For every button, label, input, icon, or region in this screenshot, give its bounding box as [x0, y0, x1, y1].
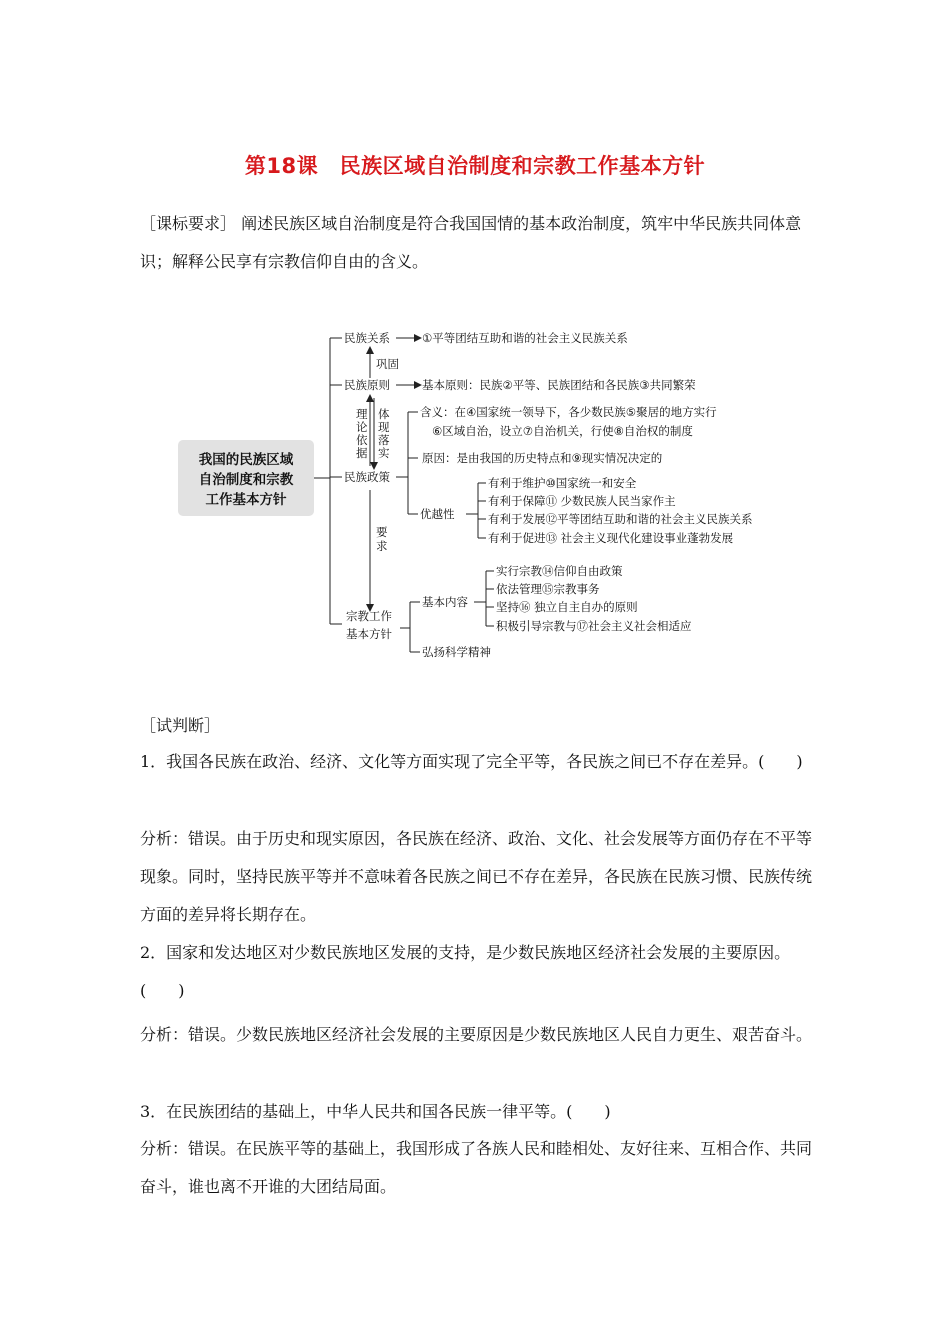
link-consolidate: 巩固	[376, 357, 399, 371]
branch-ethnic-policy: 民族政策	[344, 470, 390, 484]
advantage-3: 有利于发展⑫平等团结互助和谐的社会主义民族关系	[488, 512, 753, 526]
concept-map	[170, 318, 790, 668]
analysis-3: 分析：错误。在民族平等的基础上，我国形成了各族人民和睦相处、友好往来、互相合作、共同奋斗，谁也离不开谁的大团结局面。	[140, 1139, 813, 1196]
basic-content-3: 坚持⑯ 独立自主自办的原则	[496, 600, 638, 614]
link-theory-3: 依	[356, 433, 368, 447]
branch-ethnic-principles-content: 基本原则：民族②平等、民族团结和各民族③共同繁荣	[422, 378, 696, 392]
branch-religion-label-2: 基本方针	[346, 627, 392, 641]
page-title: 第18课 民族区域自治制度和宗教工作基本方针	[244, 154, 706, 178]
analysis-2: 分析：错误。少数民族地区经济社会发展的主要原因是少数民族地区人民自力更生、艰苦奋斗。	[140, 1025, 813, 1044]
policy-advantage-label: 优越性	[420, 507, 455, 521]
question-3: 3．在民族团结的基础上，中华人民共和国各民族一律平等。( )	[140, 1102, 611, 1121]
policy-reason: 原因：是由我国的历史特点和⑨现实情况决定的	[422, 451, 663, 465]
policy-meaning-2: ⑥区域自治，设立⑦自治机关，行使⑧自治权的制度	[432, 424, 693, 438]
basic-content-2: 依法管理⑮宗教事务	[496, 582, 600, 596]
question-2: 2．国家和发达地区对少数民族地区发展的支持，是少数民族地区经济社会发展的主要原因。( )	[140, 943, 791, 1000]
link-require-2: 求	[376, 539, 388, 553]
branch-religion-label-1: 宗教工作	[346, 609, 392, 623]
test-label: ［试判断］	[140, 716, 221, 735]
link-theory-1: 理	[356, 407, 368, 421]
link-embody-4: 实	[378, 446, 390, 460]
link-require-1: 要	[376, 525, 388, 539]
link-embody-2: 现	[378, 420, 390, 434]
advantage-1: 有利于维护⑩国家统一和安全	[488, 476, 637, 490]
basic-content-4: 积极引导宗教与⑰社会主义社会相适应	[496, 619, 692, 633]
root-line-2: 自治制度和宗教	[198, 472, 294, 488]
analysis-1: 分析：错误。由于历史和现实原因，各民族在经济、政治、文化、社会发展等方面仍存在不平等现象。同时，坚持民族平等并不意味着各民族之间已不存在差异，各民族在民族习惯、民族传统方面的差异将长期存在。	[140, 829, 813, 924]
requirement-text: 阐述民族区域自治制度是符合我国国情的基本政治制度，筑牢中华民族共同体意识；解释公民享有宗教信仰自由的含义。	[140, 214, 802, 271]
basic-content-label: 基本内容	[422, 595, 468, 609]
basic-content-1: 实行宗教⑭信仰自由政策	[496, 564, 623, 578]
requirement-label: ［课标要求］	[140, 214, 237, 233]
link-embody-1: 体	[378, 407, 390, 421]
link-theory-2: 论	[356, 420, 368, 434]
advantage-2: 有利于保障⑪ 少数民族人民当家作主	[488, 494, 676, 508]
course-requirement	[140, 205, 820, 281]
root-line-1: 我国的民族区域	[198, 452, 294, 468]
advantage-4: 有利于促进⑬ 社会主义现代化建设事业蓬勃发展	[488, 531, 734, 545]
branch-ethnic-relations-content: ①平等团结互助和谐的社会主义民族关系	[422, 331, 628, 345]
branch-ethnic-relations: 民族关系	[344, 331, 390, 345]
link-theory-4: 据	[356, 446, 368, 460]
link-embody-3: 落	[378, 433, 390, 447]
science-spirit: 弘扬科学精神	[422, 645, 491, 659]
root-line-3: 工作基本方针	[205, 492, 287, 508]
policy-meaning-1: 含义：在④国家统一领导下，各少数民族⑤聚居的地方实行	[420, 405, 717, 419]
question-1: 1．我国各民族在政治、经济、文化等方面实现了完全平等，各民族之间已不存在差异。( )	[140, 752, 803, 771]
branch-ethnic-principles: 民族原则	[344, 378, 390, 392]
